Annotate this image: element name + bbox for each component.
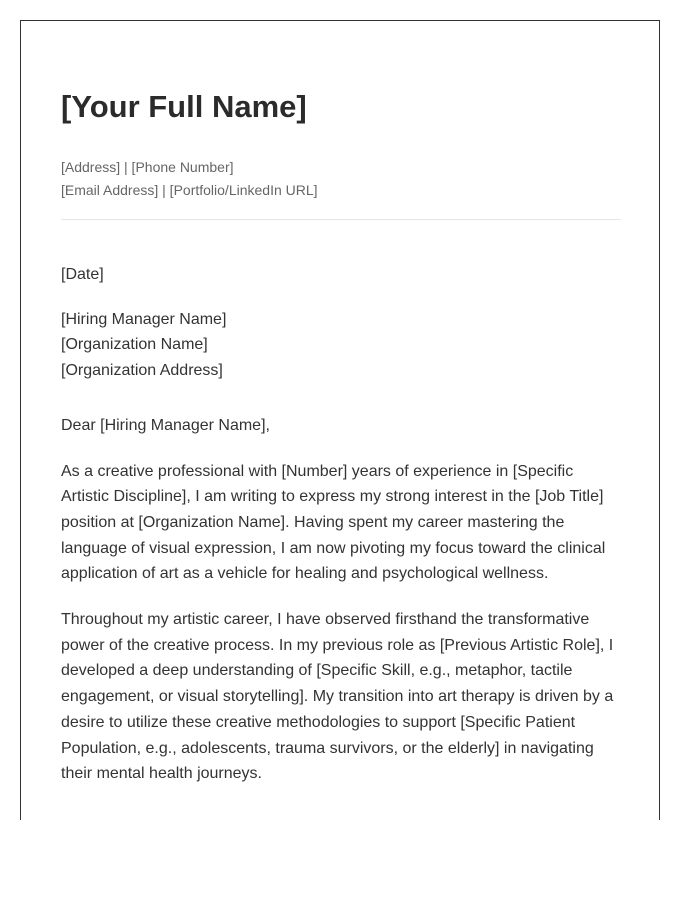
recipient-address: [Organization Address] [61, 362, 223, 380]
salutation: Dear [Hiring Manager Name], [61, 416, 270, 434]
body-paragraph: As a creative professional with [Number] years of experience in [Specific Artistic Discipline], I am writing to express my strong interest in the [Job Title] position at [Organization Name]. Having spent my career mastering the language of visual expression, I am now pivoting my focus toward the clinical application of art as a vehicle for healing and psychological wellness. [61, 462, 606, 583]
contact-line-email-portfolio: [Email Address] | [Portfolio/LinkedIn URL] [61, 182, 318, 198]
letter-date: [Date] [61, 266, 104, 283]
letter-page [20, 20, 660, 820]
letter-body [61, 262, 621, 807]
body-paragraph: Throughout my artistic career, I have observed firsthand the transformative power of the creative process. In my previous role as [Previous Artistic Role], I developed a deep understanding of [Specific Skill, e.g., metaphor, tactile engagement, or visual storytelling]. My transition into art therapy is driven by a desire to utilize these creative methodologies to support [Specific Patient Population, e.g., adolescents, trauma survivors, or the elderly] in navigating their mental health journeys. [61, 611, 614, 783]
recipient-block [61, 307, 621, 384]
applicant-name: [Your Full Name] [61, 89, 307, 124]
contact-line-address-phone: [Address] | [Phone Number] [61, 159, 234, 175]
recipient-organization: [Organization Name] [61, 336, 208, 354]
contact-info [61, 156, 318, 202]
recipient-name: [Hiring Manager Name] [61, 310, 227, 328]
header-divider [61, 219, 621, 220]
